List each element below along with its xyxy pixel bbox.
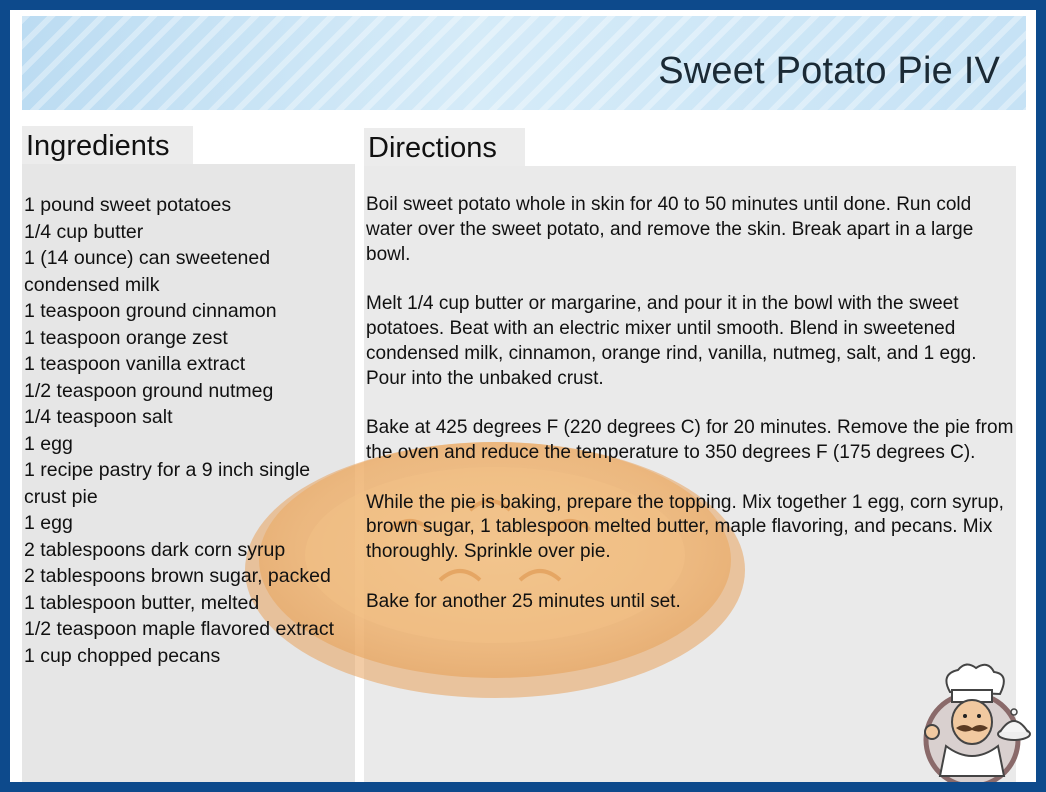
direction-step: Bake for another 25 minutes until set. (366, 590, 681, 612)
ingredient-item: 1 teaspoon vanilla extract (24, 353, 246, 375)
recipe-card (10, 10, 1036, 782)
chef-icon (910, 662, 1034, 782)
ingredient-item: 1 teaspoon orange zest (24, 326, 228, 349)
ingredient-item: 1/2 teaspoon ground nutmeg (24, 379, 274, 402)
ingredient-item: 1 recipe pastry for a 9 inch single crust pie (24, 459, 311, 508)
direction-step: Melt 1/4 cup butter or margarine, and pour it in the bowl with the sweet potatoes. Beat with an electric mixer until smooth. Blend in sweetened condensed milk, cinnamon, orange rind, vanilla, nutmeg, salt, and 1 egg. Pour into the unbaked crust. (366, 293, 977, 389)
ingredient-item: 1 pound sweet potatoes (24, 194, 232, 216)
directions-list (366, 193, 1016, 639)
ingredient-item: 1 egg (24, 512, 73, 534)
ingredient-item: 1 tablespoon butter, melted (24, 591, 260, 614)
ingredients-list (24, 192, 354, 669)
ingredient-item: 1 teaspoon ground cinnamon (24, 300, 277, 322)
ingredient-item: 2 tablespoons brown sugar, packed (24, 565, 331, 587)
ingredient-item: 1 egg (24, 432, 73, 455)
page-title: Sweet Potato Pie IV (658, 50, 1000, 92)
ingredient-item: 1 cup chopped pecans (24, 644, 221, 667)
direction-step: Bake at 425 degrees F (220 degrees C) for 20 minutes. Remove the pie from the oven and reduce the temperature to 350 degrees F (175 degrees C). (366, 417, 1014, 463)
title-banner (22, 16, 1026, 110)
directions-heading: Directions (368, 132, 497, 164)
ingredient-item: 2 tablespoons dark corn syrup (24, 538, 286, 561)
ingredient-item: 1 (14 ounce) can sweetened condensed milk (24, 247, 271, 296)
direction-step: Boil sweet potato whole in skin for 40 to 50 minutes until done. Run cold water over the sweet potato, and remove the skin. Break apart in a large bowl. (366, 194, 974, 265)
ingredient-item: 1/2 teaspoon maple flavored extract (24, 618, 335, 640)
ingredient-item: 1/4 teaspoon salt (24, 406, 173, 428)
direction-step: While the pie is baking, prepare the topping. Mix together 1 egg, corn syrup, brown sugar, 1 tablespoon melted butter, maple flavoring, and pecans. Mix thoroughly. Sprinkle over pie. (366, 491, 1004, 563)
ingredients-heading: Ingredients (26, 130, 170, 162)
ingredient-item: 1/4 cup butter (24, 220, 144, 243)
